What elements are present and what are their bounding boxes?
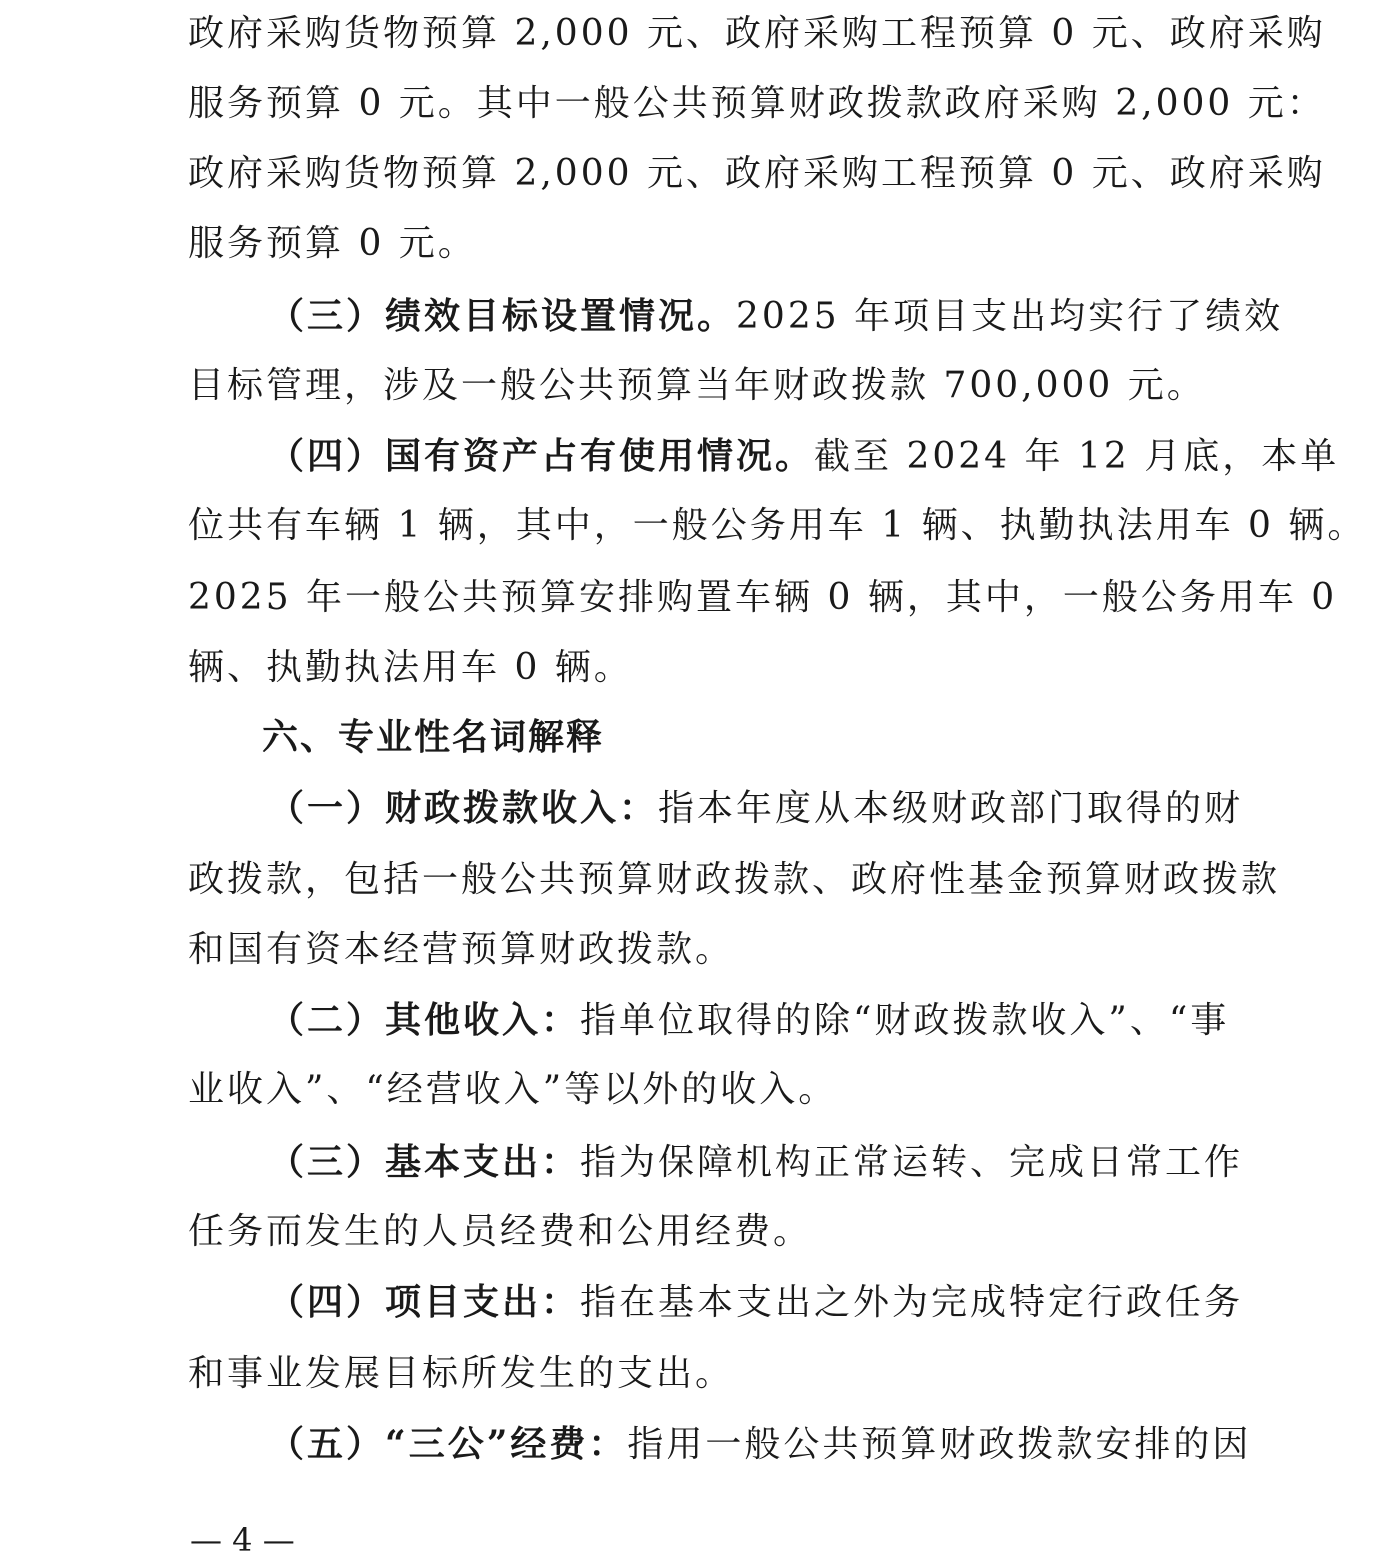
body-text: 指本年度从本级财政部门取得的财 (658, 788, 1244, 829)
body-line: 目标管理，涉及一般公共预算当年财政拨款 700,000 元。 (188, 365, 1206, 406)
term-head: （四）项目支出： (268, 1281, 581, 1323)
body-line: 和事业发展目标所发生的支出。 (188, 1353, 735, 1394)
body-line: 政拨款，包括一般公共预算财政拨款、政府性基金预算财政拨款 (188, 859, 1281, 900)
paragraph-head: （四）国有资产占有使用情况。 (268, 435, 815, 477)
body-line: 2025 年一般公共预算安排购置车辆 0 辆，其中，一般公务用车 0 (188, 577, 1338, 618)
paragraph-head: （三）绩效目标设置情况。 (268, 295, 737, 337)
body-text: 指为保障机构正常运转、完成日常工作 (580, 1142, 1244, 1183)
body-text: 指用一般公共预算财政拨款安排的因 (627, 1424, 1252, 1465)
body-line: 辆、执勤执法用车 0 辆。 (188, 647, 633, 688)
body-line: 和国有资本经营预算财政拨款。 (188, 929, 735, 970)
term-basic-expenditure (268, 1140, 1243, 1185)
body-line: 服务预算 0 元。 (188, 223, 477, 264)
body-line: 任务而发生的人员经费和公用经费。 (188, 1211, 813, 1252)
body-line: 位共有车辆 1 辆，其中，一般公务用车 1 辆、执勤执法用车 0 辆。 (188, 505, 1367, 546)
term-head: （五）“三公”经费： (268, 1423, 628, 1465)
body-text: 2025 年项目支出均实行了绩效 (736, 296, 1284, 337)
term-head: （一）财政拨款收入： (268, 787, 659, 829)
paragraph-state-assets (268, 434, 1339, 479)
body-text: 指在基本支出之外为完成特定行政任务 (580, 1282, 1244, 1323)
body-line: 服务预算 0 元。其中一般公共预算财政拨款政府采购 2,000 元： (188, 83, 1326, 124)
term-other-income (268, 998, 1229, 1043)
body-text: 指单位取得的除“财政拨款收入”、“事 (580, 1000, 1230, 1041)
body-text: 截至 2024 年 12 月底，本单 (814, 436, 1340, 477)
section-heading: 六、专业性名词解释 (262, 717, 605, 758)
term-head: （二）其他收入： (268, 999, 581, 1041)
term-fiscal-appropriation (268, 786, 1243, 831)
body-line: 政府采购货物预算 2,000 元、政府采购工程预算 0 元、政府采购 (188, 13, 1326, 54)
paragraph-performance-targets (268, 294, 1283, 339)
term-three-public-expenses (268, 1422, 1251, 1467)
body-line: 业收入”、“经营收入”等以外的收入。 (188, 1069, 838, 1110)
term-project-expenditure (268, 1280, 1243, 1325)
term-head: （三）基本支出： (268, 1141, 581, 1183)
page-number: — 4 — (190, 1521, 295, 1559)
body-line: 政府采购货物预算 2,000 元、政府采购工程预算 0 元、政府采购 (188, 153, 1326, 194)
